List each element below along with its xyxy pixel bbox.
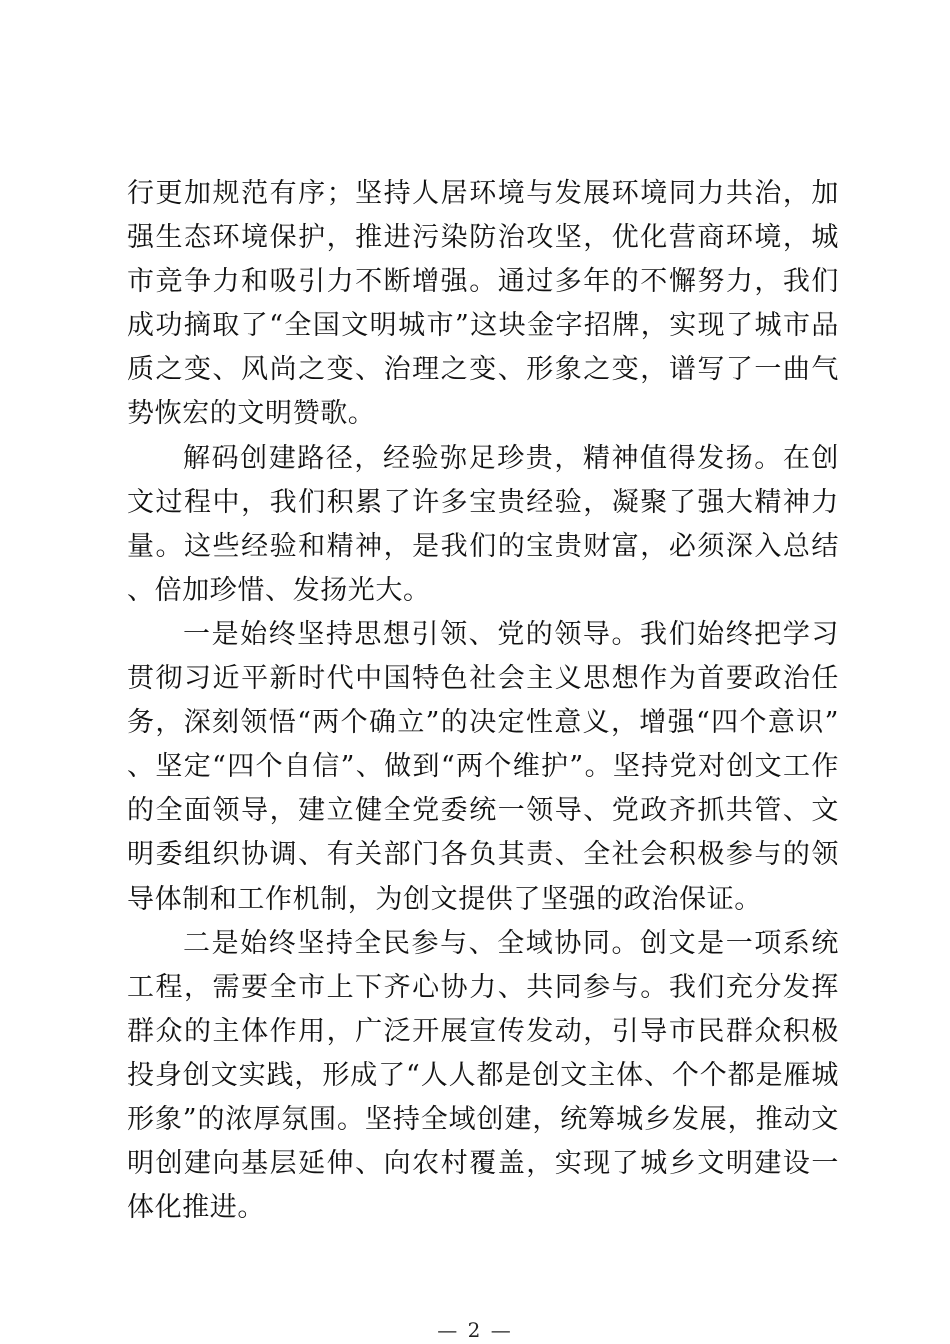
paragraph-creation-path: 解码创建路径，经验弥足珍贵，精神值得发扬。在创文过程中，我们积累了许多宝贵经验，凝聚了强大精神力量。这些经验和精神，是我们的宝贵财富，必须深入总结、倍加珍惜、发扬光大。	[127, 442, 839, 606]
paragraph-point-one: 一是始终坚持思想引领、党的领导。我们始终把学习贯彻习近平新时代中国特色社会主义思想作为首要政治任务，深刻领悟“两个确立”的决定性意义，增强“四个意识”、坚定“四个自信”、做到“两个维护”。坚持党对创文工作的全面领导，建立健全党委统一领导、党政齐抓共管、文明委组织协调、有关部门各负其责、全社会积极参与的领导体制和工作机制，为创文提供了坚强的政治保证。	[127, 618, 839, 915]
paragraph-continuation: 行更加规范有序；坚持人居环境与发展环境同力共治，加强生态环境保护，推进污染防治攻坚，优化营商环境，城市竞争力和吸引力不断增强。通过多年的不懈努力，我们成功摘取了“全国文明城市”这块金字招牌，实现了城市品质之变、风尚之变、治理之变、形象之变，谱写了一曲气势恢宏的文明赞歌。	[127, 178, 839, 430]
document-body	[127, 172, 839, 1230]
page-number: — 2 —	[437, 1318, 513, 1342]
paragraph-point-two: 二是始终坚持全民参与、全域协同。创文是一项系统工程，需要全市上下齐心协力、共同参与。我们充分发挥群众的主体作用，广泛开展宣传发动，引导市民群众积极投身创文实践，形成了“人人都是创文主体、个个都是雁城形象”的浓厚氛围。坚持全域创建，统筹城乡发展，推动文明创建向基层延伸、向农村覆盖，实现了城乡文明建设一体化推进。	[127, 927, 839, 1224]
